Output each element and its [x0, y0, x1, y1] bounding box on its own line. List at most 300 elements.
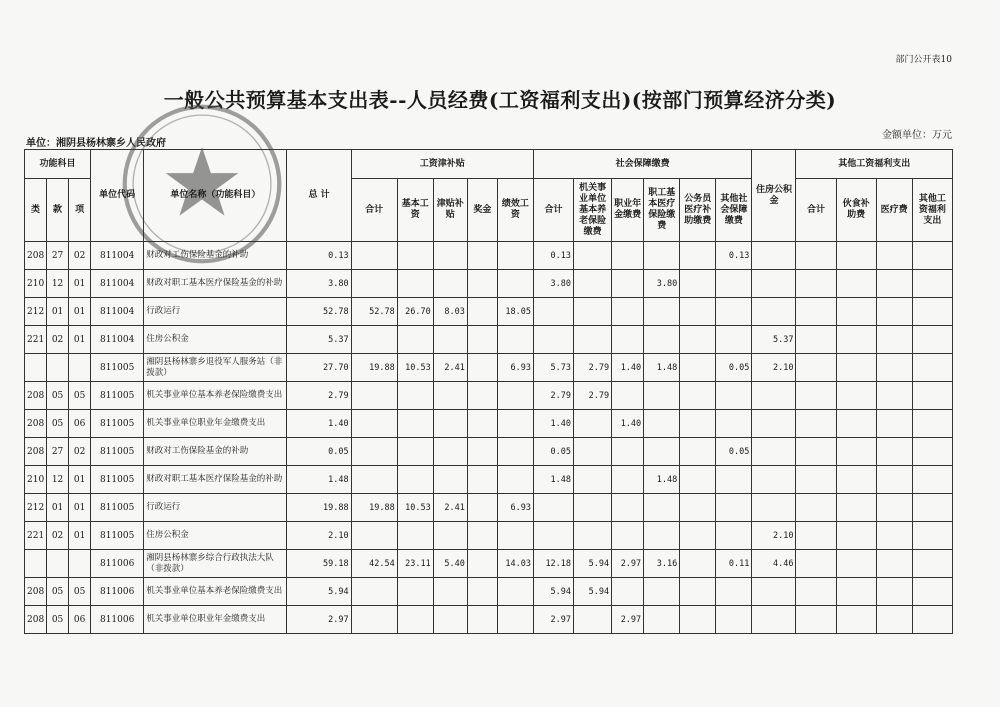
cell-code: 811005	[91, 354, 144, 382]
page-title: 一般公共预算基本支出表--人员经费(工资福利支出)(按部门预算经济分类)	[163, 88, 837, 112]
header-social-medical: 职工基本医疗保险缴费	[644, 179, 680, 242]
cell-s-civil	[680, 578, 716, 606]
cell-w-perf: 6.93	[497, 354, 533, 382]
cell-kuan: 05	[47, 578, 69, 606]
cell-total: 3.80	[287, 270, 351, 298]
cell-s-annuity: 2.97	[612, 550, 644, 578]
cell-s-medical	[644, 522, 680, 550]
table-row	[25, 550, 953, 578]
header-lei: 类	[25, 179, 47, 242]
cell-o-med	[876, 410, 912, 438]
cell-s-pension	[574, 494, 612, 522]
cell-housing	[752, 578, 796, 606]
amount-unit: 金额单位：万元	[882, 130, 952, 141]
table-row	[25, 242, 953, 270]
header-wage-group: 工资津补贴	[351, 150, 533, 179]
cell-o-meal	[836, 438, 876, 466]
cell-s-total: 12.18	[533, 550, 573, 578]
cell-s-medical	[644, 606, 680, 634]
cell-total: 52.78	[287, 298, 351, 326]
cell-w-allow	[433, 410, 467, 438]
cell-w-perf	[497, 270, 533, 298]
cell-w-basic	[397, 466, 433, 494]
cell-name: 财政对职工基本医疗保险基金的补助	[144, 270, 287, 298]
cell-s-other	[716, 270, 752, 298]
cell-lei: 210	[25, 270, 47, 298]
cell-housing: 4.46	[752, 550, 796, 578]
cell-kuan: 27	[47, 438, 69, 466]
cell-s-annuity	[612, 522, 644, 550]
cell-w-basic: 10.53	[397, 494, 433, 522]
cell-s-civil	[680, 382, 716, 410]
cell-w-bonus	[467, 382, 497, 410]
cell-o-other	[912, 354, 952, 382]
cell-s-total: 2.97	[533, 606, 573, 634]
cell-o-meal	[836, 270, 876, 298]
cell-lei: 208	[25, 438, 47, 466]
header-kuan: 款	[47, 179, 69, 242]
cell-s-annuity	[612, 298, 644, 326]
cell-w-allow	[433, 606, 467, 634]
cell-housing	[752, 438, 796, 466]
cell-code: 811005	[91, 410, 144, 438]
cell-s-other	[716, 578, 752, 606]
cell-s-medical: 1.48	[644, 466, 680, 494]
cell-code: 811006	[91, 606, 144, 634]
table-row	[25, 298, 953, 326]
cell-xiang: 06	[69, 606, 91, 634]
cell-name: 机关事业单位基本养老保险缴费支出	[144, 578, 287, 606]
table-body	[25, 242, 953, 634]
cell-o-total	[796, 410, 836, 438]
cell-s-civil	[680, 466, 716, 494]
cell-w-total: 42.54	[351, 550, 397, 578]
cell-total: 0.05	[287, 438, 351, 466]
table-row	[25, 522, 953, 550]
cell-code: 811005	[91, 522, 144, 550]
cell-lei: 221	[25, 326, 47, 354]
cell-housing: 5.37	[752, 326, 796, 354]
cell-w-bonus	[467, 242, 497, 270]
cell-o-other	[912, 298, 952, 326]
cell-s-total: 2.79	[533, 382, 573, 410]
table-row	[25, 606, 953, 634]
cell-xiang: 01	[69, 494, 91, 522]
cell-o-total	[796, 522, 836, 550]
cell-o-meal	[836, 298, 876, 326]
cell-lei: 208	[25, 578, 47, 606]
cell-total: 2.10	[287, 522, 351, 550]
cell-s-annuity	[612, 242, 644, 270]
cell-o-meal	[836, 410, 876, 438]
cell-s-total: 1.48	[533, 466, 573, 494]
cell-s-medical	[644, 326, 680, 354]
cell-s-annuity: 1.40	[612, 410, 644, 438]
header-wage-performance: 绩效工资	[497, 179, 533, 242]
cell-name: 财政对工伤保险基金的补助	[144, 438, 287, 466]
cell-o-meal	[836, 606, 876, 634]
cell-w-basic: 26.70	[397, 298, 433, 326]
cell-w-basic	[397, 382, 433, 410]
cell-s-medical	[644, 298, 680, 326]
cell-xiang: 02	[69, 438, 91, 466]
cell-s-other: 0.11	[716, 550, 752, 578]
cell-kuan: 12	[47, 466, 69, 494]
cell-w-bonus	[467, 326, 497, 354]
header-wage-allowance: 津贴补贴	[433, 179, 467, 242]
cell-w-bonus	[467, 578, 497, 606]
cell-o-other	[912, 578, 952, 606]
cell-o-med	[876, 494, 912, 522]
cell-s-pension: 2.79	[574, 354, 612, 382]
cell-w-basic	[397, 606, 433, 634]
header-other-group: 其他工资福利支出	[796, 150, 953, 179]
cell-s-total: 1.40	[533, 410, 573, 438]
cell-s-total	[533, 494, 573, 522]
header-xiang: 项	[69, 179, 91, 242]
cell-o-total	[796, 354, 836, 382]
cell-s-total	[533, 326, 573, 354]
cell-w-allow: 5.40	[433, 550, 467, 578]
cell-total: 1.40	[287, 410, 351, 438]
cell-xiang: 01	[69, 466, 91, 494]
cell-w-allow	[433, 270, 467, 298]
header-other-medical: 医疗费	[876, 179, 912, 242]
table-row	[25, 438, 953, 466]
cell-w-basic: 10.53	[397, 354, 433, 382]
cell-code: 811004	[91, 270, 144, 298]
table-row	[25, 494, 953, 522]
cell-s-annuity	[612, 382, 644, 410]
header-social-total: 合计	[533, 179, 573, 242]
cell-kuan: 01	[47, 298, 69, 326]
cell-o-total	[796, 270, 836, 298]
cell-housing	[752, 466, 796, 494]
cell-s-pension: 2.79	[574, 382, 612, 410]
cell-o-meal	[836, 466, 876, 494]
cell-o-med	[876, 270, 912, 298]
cell-w-basic	[397, 578, 433, 606]
cell-s-pension	[574, 242, 612, 270]
cell-total: 59.18	[287, 550, 351, 578]
cell-w-total	[351, 522, 397, 550]
table-row	[25, 326, 953, 354]
cell-kuan: 02	[47, 326, 69, 354]
cell-w-total	[351, 382, 397, 410]
cell-lei: 210	[25, 466, 47, 494]
cell-kuan: 12	[47, 270, 69, 298]
cell-w-total	[351, 578, 397, 606]
cell-s-pension	[574, 326, 612, 354]
cell-total: 2.97	[287, 606, 351, 634]
cell-o-other	[912, 494, 952, 522]
cell-name: 财政对职工基本医疗保险基金的补助	[144, 466, 287, 494]
header-social-group: 社会保障缴费	[533, 150, 751, 179]
cell-code: 811004	[91, 298, 144, 326]
cell-w-allow	[433, 242, 467, 270]
cell-s-pension	[574, 410, 612, 438]
cell-o-med	[876, 578, 912, 606]
unit-label: 单位：湘阴县杨林寨乡人民政府	[26, 138, 166, 149]
cell-o-med	[876, 242, 912, 270]
cell-w-total	[351, 326, 397, 354]
cell-o-total	[796, 494, 836, 522]
cell-s-other: 0.13	[716, 242, 752, 270]
cell-name: 住房公积金	[144, 326, 287, 354]
cell-w-total: 19.88	[351, 354, 397, 382]
cell-s-civil	[680, 298, 716, 326]
header-other-total: 合计	[796, 179, 836, 242]
cell-s-annuity	[612, 466, 644, 494]
cell-s-annuity	[612, 326, 644, 354]
cell-code: 811005	[91, 466, 144, 494]
cell-housing	[752, 494, 796, 522]
cell-w-perf: 18.05	[497, 298, 533, 326]
cell-housing	[752, 606, 796, 634]
cell-o-total	[796, 242, 836, 270]
cell-total: 19.88	[287, 494, 351, 522]
cell-s-annuity	[612, 438, 644, 466]
cell-w-perf	[497, 382, 533, 410]
header-social-annuity: 职业年金缴费	[612, 179, 644, 242]
cell-lei: 212	[25, 298, 47, 326]
cell-o-other	[912, 382, 952, 410]
cell-s-medical	[644, 494, 680, 522]
cell-w-total: 19.88	[351, 494, 397, 522]
cell-code: 811006	[91, 550, 144, 578]
header-social-pension: 机关事业单位基本养老保险缴费	[574, 179, 612, 242]
cell-xiang: 01	[69, 270, 91, 298]
cell-w-perf: 14.03	[497, 550, 533, 578]
cell-w-allow: 8.03	[433, 298, 467, 326]
cell-s-total	[533, 522, 573, 550]
cell-total: 5.37	[287, 326, 351, 354]
cell-s-pension: 5.94	[574, 578, 612, 606]
cell-code: 811005	[91, 382, 144, 410]
cell-lei	[25, 354, 47, 382]
cell-o-other	[912, 410, 952, 438]
cell-s-annuity	[612, 578, 644, 606]
cell-s-civil	[680, 606, 716, 634]
header-total: 总 计	[287, 150, 351, 242]
cell-lei: 208	[25, 410, 47, 438]
cell-w-total	[351, 242, 397, 270]
cell-w-perf	[497, 522, 533, 550]
cell-name: 机关事业单位基本养老保险缴费支出	[144, 382, 287, 410]
cell-total: 5.94	[287, 578, 351, 606]
cell-s-pension	[574, 298, 612, 326]
cell-s-civil	[680, 410, 716, 438]
cell-housing	[752, 270, 796, 298]
cell-w-total	[351, 466, 397, 494]
cell-s-annuity	[612, 270, 644, 298]
cell-name: 财政对工伤保险基金的补助	[144, 242, 287, 270]
cell-lei: 208	[25, 606, 47, 634]
cell-o-meal	[836, 382, 876, 410]
cell-o-total	[796, 298, 836, 326]
cell-name: 湘阴县杨林寨乡退役军人服务站（非拨款）	[144, 354, 287, 382]
cell-s-total: 5.94	[533, 578, 573, 606]
cell-s-other: 0.05	[716, 438, 752, 466]
cell-kuan: 05	[47, 410, 69, 438]
cell-housing	[752, 298, 796, 326]
header-unit-name: 单位名称（功能科目）	[144, 150, 287, 242]
cell-o-med	[876, 522, 912, 550]
cell-w-perf: 6.93	[497, 494, 533, 522]
cell-s-total	[533, 298, 573, 326]
cell-w-perf	[497, 438, 533, 466]
cell-w-bonus	[467, 550, 497, 578]
cell-s-medical: 3.16	[644, 550, 680, 578]
header-other-welfare: 其他工资福利支出	[912, 179, 952, 242]
cell-s-pension	[574, 270, 612, 298]
cell-s-medical: 1.48	[644, 354, 680, 382]
cell-code: 811005	[91, 494, 144, 522]
cell-s-medical	[644, 382, 680, 410]
cell-w-basic: 23.11	[397, 550, 433, 578]
cell-o-other	[912, 242, 952, 270]
cell-o-med	[876, 466, 912, 494]
cell-s-annuity: 1.40	[612, 354, 644, 382]
cell-w-total	[351, 270, 397, 298]
cell-xiang: 01	[69, 522, 91, 550]
cell-w-allow: 2.41	[433, 354, 467, 382]
form-number: 部门公开表10	[895, 55, 952, 65]
cell-s-pension: 5.94	[574, 550, 612, 578]
cell-o-other	[912, 522, 952, 550]
cell-housing	[752, 242, 796, 270]
cell-o-med	[876, 298, 912, 326]
cell-w-basic	[397, 242, 433, 270]
cell-s-civil	[680, 270, 716, 298]
cell-s-other	[716, 382, 752, 410]
cell-lei: 212	[25, 494, 47, 522]
table-row	[25, 354, 953, 382]
cell-xiang: 06	[69, 410, 91, 438]
cell-total: 1.48	[287, 466, 351, 494]
cell-w-bonus	[467, 438, 497, 466]
header-social-civil-medical: 公务员医疗补助缴费	[680, 179, 716, 242]
cell-w-basic	[397, 410, 433, 438]
cell-kuan: 05	[47, 606, 69, 634]
header-wage-basic: 基本工资	[397, 179, 433, 242]
cell-xiang	[69, 550, 91, 578]
header-other-meal: 伙食补助费	[836, 179, 876, 242]
cell-xiang: 01	[69, 326, 91, 354]
cell-w-bonus	[467, 606, 497, 634]
cell-o-total	[796, 326, 836, 354]
cell-name: 机关事业单位职业年金缴费支出	[144, 606, 287, 634]
cell-w-perf	[497, 410, 533, 438]
cell-s-civil	[680, 550, 716, 578]
header-wage-total: 合计	[351, 179, 397, 242]
cell-s-annuity: 2.97	[612, 606, 644, 634]
cell-o-other	[912, 606, 952, 634]
cell-o-total	[796, 550, 836, 578]
cell-code: 811006	[91, 578, 144, 606]
cell-xiang	[69, 354, 91, 382]
cell-o-total	[796, 578, 836, 606]
cell-s-total: 3.80	[533, 270, 573, 298]
cell-s-other	[716, 326, 752, 354]
cell-w-perf	[497, 466, 533, 494]
table-row	[25, 466, 953, 494]
cell-o-other	[912, 550, 952, 578]
cell-o-other	[912, 270, 952, 298]
cell-o-total	[796, 606, 836, 634]
cell-w-allow: 2.41	[433, 494, 467, 522]
cell-kuan	[47, 550, 69, 578]
cell-s-civil	[680, 354, 716, 382]
cell-s-other	[716, 606, 752, 634]
cell-w-total	[351, 438, 397, 466]
cell-s-total: 0.05	[533, 438, 573, 466]
cell-o-med	[876, 354, 912, 382]
cell-xiang: 01	[69, 298, 91, 326]
cell-s-other	[716, 410, 752, 438]
cell-w-perf	[497, 578, 533, 606]
table-row	[25, 382, 953, 410]
cell-s-total: 5.73	[533, 354, 573, 382]
cell-s-civil	[680, 522, 716, 550]
cell-s-other	[716, 494, 752, 522]
cell-w-perf	[497, 242, 533, 270]
cell-o-med	[876, 326, 912, 354]
cell-lei: 221	[25, 522, 47, 550]
table-row	[25, 410, 953, 438]
cell-kuan: 05	[47, 382, 69, 410]
cell-o-med	[876, 438, 912, 466]
cell-s-pension	[574, 522, 612, 550]
header-social-other: 其他社会保障缴费	[716, 179, 752, 242]
cell-code: 811004	[91, 326, 144, 354]
cell-w-allow	[433, 326, 467, 354]
cell-w-total: 52.78	[351, 298, 397, 326]
cell-w-basic	[397, 270, 433, 298]
cell-name: 行政运行	[144, 298, 287, 326]
cell-o-med	[876, 550, 912, 578]
cell-w-allow	[433, 522, 467, 550]
header-wage-bonus: 奖金	[467, 179, 497, 242]
cell-s-pension	[574, 438, 612, 466]
cell-w-bonus	[467, 466, 497, 494]
cell-s-medical	[644, 578, 680, 606]
cell-w-bonus	[467, 298, 497, 326]
cell-w-bonus	[467, 522, 497, 550]
cell-w-bonus	[467, 410, 497, 438]
cell-code: 811004	[91, 242, 144, 270]
cell-total: 2.79	[287, 382, 351, 410]
cell-w-total	[351, 606, 397, 634]
cell-o-meal	[836, 354, 876, 382]
cell-kuan: 27	[47, 242, 69, 270]
expenditure-table	[24, 149, 953, 634]
cell-s-civil	[680, 494, 716, 522]
cell-w-allow	[433, 466, 467, 494]
cell-s-civil	[680, 242, 716, 270]
cell-o-meal	[836, 242, 876, 270]
cell-housing	[752, 382, 796, 410]
cell-o-total	[796, 438, 836, 466]
cell-w-bonus	[467, 494, 497, 522]
cell-xiang: 02	[69, 242, 91, 270]
cell-w-bonus	[467, 270, 497, 298]
cell-s-civil	[680, 438, 716, 466]
cell-w-bonus	[467, 354, 497, 382]
table-row	[25, 578, 953, 606]
table-row	[25, 270, 953, 298]
header-housing: 住房公积金	[752, 150, 796, 242]
